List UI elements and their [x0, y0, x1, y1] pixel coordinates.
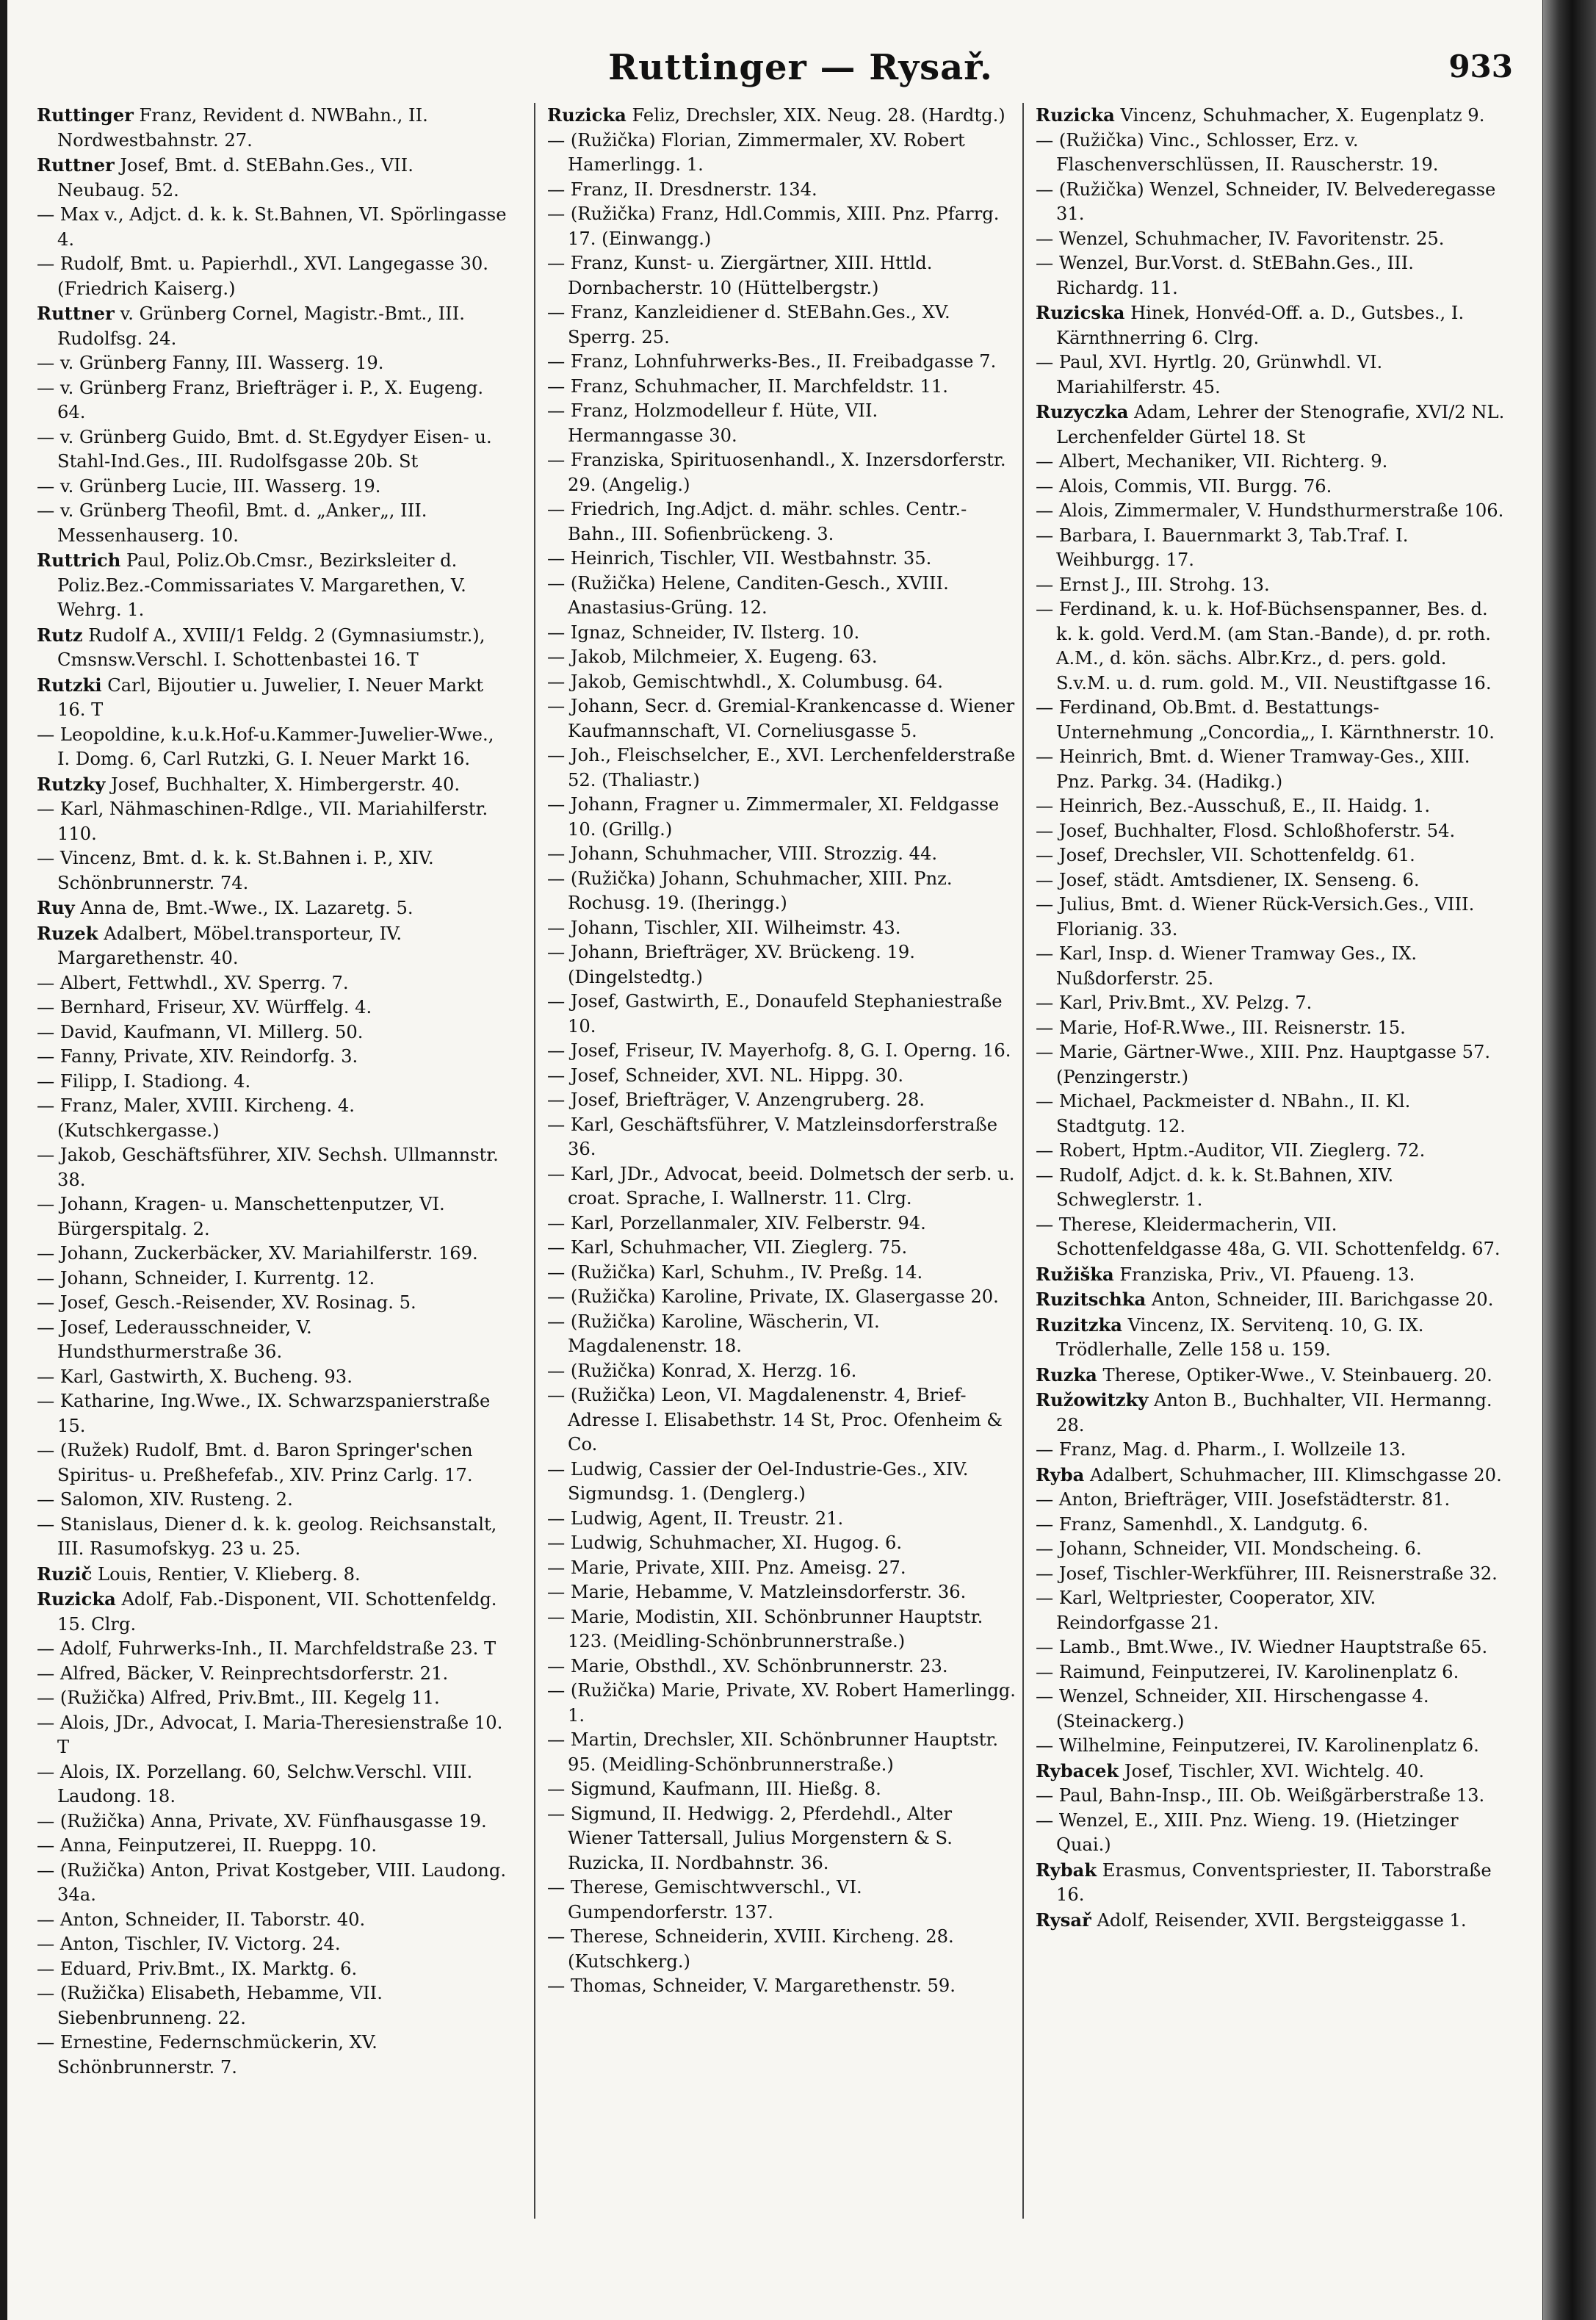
directory-entry: — Alois, JDr., Advocat, I. Maria-Theresienstraße 10. T: [37, 1712, 503, 1757]
directory-entry: — Marie, Hebamme, V. Matzleinsdorferstr. 36.: [547, 1582, 967, 1602]
directory-entry: — Bernhard, Friseur, XV. Würffelg. 4.: [37, 997, 372, 1017]
directory-entry: — (Ružička) Vinc., Schlosser, Erz. v. Flaschenverschlüssen, II. Rauscherstr. 19.: [1036, 129, 1439, 175]
directory-entry: — Wenzel, Schuhmacher, IV. Favoritenstr. 25.: [1036, 228, 1445, 249]
directory-entry: — Franz, Maler, XVIII. Kircheng. 4. (Kutschkergasse.): [37, 1095, 355, 1141]
directory-entry: — Franz, Kunst- u. Ziergärtner, XIII. Httld. Dornbacherstr. 10 (Hüttelbergstr.): [547, 253, 933, 298]
directory-entry: — v. Grünberg Guido, Bmt. d. St.Egydyer Eisen- u. Stahl-Ind.Ges., III. Rudolfsgasse 20b. St: [37, 426, 492, 472]
directory-entry: — Karl, JDr., Advocat, beeid. Dolmetsch der serb. u. croat. Sprache, I. Wallnerstr. 11. Clrg.: [547, 1163, 1015, 1208]
directory-entry: — (Ružička) Anna, Private, XV. Fünfhausgasse 19.: [37, 1810, 487, 1831]
directory-entry: — v. Grünberg Franz, Briefträger i. P., X. Eugeng. 64.: [37, 377, 484, 422]
directory-entry: Ruzka Therese, Optiker-Wwe., V. Steinbauerg. 20.: [1036, 1363, 1492, 1386]
directory-entry: — Franz, II. Dresdnerstr. 134.: [547, 179, 817, 200]
directory-entry: — Paul, XVI. Hyrtlg. 20, Grünwhdl. VI. Mariahilferstr. 45.: [1036, 352, 1383, 397]
directory-entry: — Marie, Gärtner-Wwe., XIII. Pnz. Hauptgasse 57. (Penzingerstr.): [1036, 1042, 1491, 1087]
directory-entry: — Albert, Fettwhdl., XV. Sperrg. 7.: [37, 972, 349, 993]
directory-entry: — Josef, Drechsler, VII. Schottenfeldg. 61.: [1036, 845, 1415, 865]
directory-entry: — Johann, Schuhmacher, VIII. Strozzig. 44.: [547, 843, 938, 864]
column-3: [1036, 103, 1506, 2292]
directory-entry: — Julius, Bmt. d. Wiener Rück-Versich.Ges., VIII. Florianig. 33.: [1036, 894, 1475, 940]
directory-entry: — Johann, Fragner u. Zimmermaler, XI. Feldgasse 10. (Grillg.): [547, 794, 1000, 840]
directory-entry: — Alois, IX. Porzellang. 60, Selchw.Verschl. VIII. Laudong. 18.: [37, 1761, 473, 1806]
directory-entry: Ružiška Franziska, Priv., VI. Pfaueng. 13.: [1036, 1263, 1415, 1285]
running-title: Ruttinger — Rysař.: [608, 47, 993, 88]
directory-entry: — Anton, Tischler, IV. Victorg. 24.: [37, 1934, 341, 1954]
directory-entry: — (Ružička) Karoline, Wäscherin, VI. Magdalenenstr. 18.: [547, 1311, 880, 1356]
directory-entry: — Wenzel, E., XIII. Pnz. Wieng. 19. (Hietzinger Quai.): [1036, 1809, 1459, 1855]
directory-entry: — Ferdinand, k. u. k. Hof-Büchsenspanner, Bes. d. k. k. gold. Verd.M. (am Stan.-Bande), d. pr. roth. A.M., d. kön. sächs. Albr.Krz., d. pers. gold. S.v.M. u. d. rum. gold. M., VII. Neustiftgasse 16.: [1036, 599, 1492, 694]
directory-entry: — Josef, Schneider, XVI. NL. Hippg. 30.: [547, 1064, 904, 1086]
directory-entry: — (Ružička) Leon, VI. Magdalenenstr. 4, Brief-Adresse I. Elisabethstr. 14 St, Proc. Ofenheim & Co.: [547, 1385, 1003, 1455]
directory-entry: — Johann, Tischler, XII. Wilheimstr. 43.: [547, 917, 901, 938]
directory-entry: — Ludwig, Cassier der Oel-Industrie-Ges., XIV. Sigmundsg. 1. (Denglerg.): [547, 1458, 969, 1504]
directory-entry: — v. Grünberg Lucie, III. Wasserg. 19.: [37, 475, 381, 497]
directory-entry: — Franz, Lohnfuhrwerks-Bes., II. Freibadgasse 7.: [547, 351, 997, 372]
directory-entry: — Salomon, XIV. Rusteng. 2.: [37, 1489, 293, 1510]
directory-entry: Rutzky Josef, Buchhalter, X. Himbergerstr. 40.: [37, 773, 461, 795]
directory-entry: — Martin, Drechsler, XII. Schönbrunner Hauptstr. 95. (Meidling-Schönbrunnerstraße.): [547, 1729, 999, 1775]
directory-entry: — Ernst J., III. Strohg. 13.: [1036, 574, 1270, 595]
directory-entry: — Josef, Gesch.-Reisender, XV. Rosinag. 5.: [37, 1292, 416, 1313]
directory-entry: — v. Grünberg Theofil, Bmt. d. „Anker„, III. Messenhauserg. 10.: [37, 500, 427, 546]
directory-entry: — Rudolf, Bmt. u. Papierhdl., XVI. Langegasse 30. (Friedrich Kaiserg.): [37, 253, 488, 299]
directory-entry: Rysař Adolf, Reisender, XVII. Bergsteiggasse 1.: [1036, 1909, 1467, 1931]
directory-entry: — Karl, Weltpriester, Cooperator, XIV. Reindorfgasse 21.: [1036, 1588, 1376, 1633]
directory-entry: — Johann, Schneider, I. Kurrentg. 12.: [37, 1267, 375, 1289]
directory-entry: — Johann, Zuckerbäcker, XV. Mariahilferstr. 169.: [37, 1243, 478, 1264]
directory-entry: — Josef, Tischler-Werkführer, III. Reisnerstraße 32.: [1036, 1563, 1498, 1584]
directory-entry: — (Ružička) Florian, Zimmermaler, XV. Robert Hamerlingg. 1.: [547, 129, 965, 175]
directory-entry: Ruttrich Paul, Poliz.Ob.Cmsr., Bezirksleiter d. Poliz.Bez.-Commissariates V. Margarethen, V. Wehrg. 1.: [37, 550, 466, 620]
directory-entry: — (Ružička) Alfred, Priv.Bmt., III. Kegelg 11.: [37, 1687, 440, 1708]
directory-entry: — Franz, Kanzleidiener d. StEBahn.Ges., XV. Sperrg. 25.: [547, 302, 950, 347]
directory-columns: [37, 103, 1528, 2292]
directory-entry: — Franziska, Spirituosenhandl., X. Inzersdorferstr. 29. (Angelig.): [547, 450, 1006, 495]
directory-entry: — Josef, städt. Amtsdiener, IX. Senseng. 6.: [1036, 869, 1420, 890]
directory-entry: Rybacek Josef, Tischler, XVI. Wichtelg. 40.: [1036, 1759, 1425, 1782]
directory-entry: — Karl, Priv.Bmt., XV. Pelzg. 7.: [1036, 993, 1312, 1013]
directory-entry: — Leopoldine, k.u.k.Hof-u.Kammer-Juwelier-Wwe., I. Domg. 6, Carl Rutzki, G. I. Neuer Markt 16.: [37, 724, 494, 769]
directory-entry: — Sigmund, II. Hedwigg. 2, Pferdehdl., Alter Wiener Tattersall, Julius Morgenstern & S. Ruzicka, II. Nordbahnstr. 36.: [547, 1803, 953, 1873]
directory-entry: — Jakob, Gemischtwhdl., X. Columbusg. 64.: [547, 671, 943, 692]
directory-entry: — Vincenz, Bmt. d. k. k. St.Bahnen i. P., XIV. Schönbrunnerstr. 74.: [37, 848, 434, 893]
directory-entry: — Jakob, Milchmeier, X. Eugeng. 63.: [547, 646, 878, 667]
directory-entry: — (Ružička) Karoline, Private, IX. Glasergasse 20.: [547, 1286, 999, 1307]
page-header: [7, 37, 1542, 103]
directory-entry: Ruzicka Vincenz, Schuhmacher, X. Eugenplatz 9.: [1036, 104, 1485, 126]
directory-entry: — Karl, Nähmaschinen-Rdlge., VII. Mariahilferstr. 110.: [37, 799, 488, 844]
directory-entry: — Franz, Schuhmacher, II. Marchfeldstr. 11.: [547, 375, 948, 397]
directory-entry: Ružowitzky Anton B., Buchhalter, VII. Hermanng. 28.: [1036, 1389, 1492, 1435]
directory-entry: — Robert, Hptm.-Auditor, VII. Zieglerg. 72.: [1036, 1140, 1426, 1161]
directory-entry: Rutzki Carl, Bijoutier u. Juwelier, I. Neuer Markt 16. T: [37, 674, 483, 720]
directory-entry: — Ferdinand, Ob.Bmt. d. Bestattungs-Unternehmung „Concordia„, I. Kärnthnerstr. 10.: [1036, 697, 1495, 743]
directory-entry: Ruy Anna de, Bmt.-Wwe., IX. Lazaretg. 5.: [37, 897, 414, 918]
directory-entry: — Karl, Geschäftsführer, V. Matzleinsdorferstraße 36.: [547, 1114, 998, 1159]
directory-entry: — Josef, Briefträger, V. Anzengruberg. 28.: [547, 1089, 925, 1110]
directory-entry: — (Ružička) Karl, Schuhm., IV. Preßg. 14.: [547, 1261, 923, 1283]
directory-entry: — (Ružička) Wenzel, Schneider, IV. Belvederegasse 31.: [1036, 179, 1496, 224]
directory-entry: — Fanny, Private, XIV. Reindorfg. 3.: [37, 1046, 358, 1067]
directory-entry: Ruzyczka Adam, Lehrer der Stenografie, XVI/2 NL. Lerchenfelder Gürtel 18. St: [1036, 401, 1505, 447]
directory-entry: — Alois, Commis, VII. Burgg. 76.: [1036, 475, 1332, 497]
directory-entry: — Ludwig, Agent, II. Treustr. 21.: [547, 1507, 844, 1529]
directory-entry: — David, Kaufmann, VI. Millerg. 50.: [37, 1021, 364, 1042]
directory-entry: — Josef, Friseur, IV. Mayerhofg. 8, G. I. Operng. 16.: [547, 1040, 1011, 1061]
directory-entry: — Anna, Feinputzerei, II. Rueppg. 10.: [37, 1835, 378, 1856]
directory-entry: Ruttinger Franz, Revident d. NWBahn., II. Nordwestbahnstr. 27.: [37, 104, 428, 151]
page-number: 933: [1448, 48, 1513, 84]
directory-entry: — Marie, Hof-R.Wwe., III. Reisnerstr. 15.: [1036, 1017, 1406, 1038]
directory-entry: — Johann, Schneider, VII. Mondscheing. 6.: [1036, 1538, 1422, 1559]
directory-entry: — Anton, Briefträger, VIII. Josefstädterstr. 81.: [1036, 1489, 1451, 1510]
directory-entry: — Ignaz, Schneider, IV. Ilsterg. 10.: [547, 622, 860, 643]
directory-entry: Rutz Rudolf A., XVIII/1 Feldg. 2 (Gymnasiumstr.), Cmsnsw.Verschl. I. Schottenbastei 16. T: [37, 624, 485, 670]
directory-entry: — (Ružička) Marie, Private, XV. Robert Hamerlingg. 1.: [547, 1680, 1016, 1726]
directory-entry: — Johann, Secr. d. Gremial-Krankencasse d. Wiener Kaufmannschaft, VI. Corneliusgasse 5.: [547, 696, 1015, 741]
directory-entry: — Karl, Porzellanmaler, XIV. Felberstr. 94.: [547, 1212, 926, 1233]
book-spine-shadow: [1543, 0, 1596, 2320]
directory-entry: — Josef, Buchhalter, Flosd. Schloßhoferstr. 54.: [1036, 820, 1456, 841]
directory-entry: — Karl, Schuhmacher, VII. Zieglerg. 75.: [547, 1237, 908, 1258]
directory-entry: — Anton, Schneider, II. Taborstr. 40.: [37, 1909, 366, 1930]
directory-entry: Rybak Erasmus, Conventspriester, II. Taborstraße 16.: [1036, 1859, 1492, 1905]
directory-entry: — Katharine, Ing.Wwe., IX. Schwarzspanierstraße 15.: [37, 1391, 491, 1436]
directory-entry: — v. Grünberg Fanny, III. Wasserg. 19.: [37, 353, 384, 373]
column-2: [547, 103, 1017, 2292]
directory-entry: — Alois, Zimmermaler, V. Hundsthurmerstraße 106.: [1036, 500, 1504, 521]
directory-entry: Ruzicska Hinek, Honvéd-Off. a. D., Gutsbes., I. Kärnthnerring 6. Clrg.: [1036, 302, 1465, 348]
directory-entry: — (Ružička) Franz, Hdl.Commis, XIII. Pnz. Pfarrg. 17. (Einwangg.): [547, 203, 1000, 249]
directory-entry: — Raimund, Feinputzerei, IV. Karolinenplatz 6.: [1036, 1661, 1459, 1682]
directory-entry: — Heinrich, Tischler, VII. Westbahnstr. 35.: [547, 548, 932, 569]
directory-entry: — (Ružička) Elisabeth, Hebamme, VII. Siebenbrunneng. 22.: [37, 1983, 383, 2028]
directory-entry: — Alfred, Bäcker, V. Reinprechtsdorferstr. 21.: [37, 1662, 449, 1684]
directory-entry: — Stanislaus, Diener d. k. k. geolog. Reichsanstalt, III. Rasumofskyg. 23 u. 25.: [37, 1513, 497, 1559]
directory-entry: — Filipp, I. Stadiong. 4.: [37, 1070, 251, 1092]
directory-entry: — Michael, Packmeister d. NBahn., II. Kl. Stadtgutg. 12.: [1036, 1091, 1411, 1136]
directory-entry: Ruzicka Feliz, Drechsler, XIX. Neug. 28. (Hardtg.): [547, 104, 1005, 126]
directory-entry: — Eduard, Priv.Bmt., IX. Marktg. 6.: [37, 1958, 358, 1979]
directory-entry: — Lamb., Bmt.Wwe., IV. Wiedner Hauptstraße 65.: [1036, 1637, 1488, 1657]
directory-entry: — Karl, Gastwirth, X. Bucheng. 93.: [37, 1366, 353, 1387]
directory-entry: — Karl, Insp. d. Wiener Tramway Ges., IX. Nußdorferstr. 25.: [1036, 943, 1418, 989]
directory-entry: Ruzek Adalbert, Möbel.transporteur, IV. Margarethenstr. 40.: [37, 922, 402, 968]
directory-entry: Ruzitschka Anton, Schneider, III. Barichgasse 20.: [1036, 1289, 1494, 1310]
directory-entry: — Albert, Mechaniker, VII. Richterg. 9.: [1036, 451, 1388, 472]
directory-entry: — Paul, Bahn-Insp., III. Ob. Weißgärberstraße 13.: [1036, 1785, 1485, 1806]
directory-entry: — Wenzel, Schneider, XII. Hirschengasse 4. (Steinackerg.): [1036, 1686, 1429, 1732]
directory-entry: — Josef, Gastwirth, E., Donaufeld Stephaniestraße 10.: [547, 991, 1003, 1037]
directory-entry: — Friedrich, Ing.Adjct. d. mähr. schles. Centr.-Bahn., III. Sofienbrückeng. 3.: [547, 499, 967, 544]
directory-entry: — Rudolf, Adjct. d. k. k. St.Bahnen, XIV. Schweglerstr. 1.: [1036, 1164, 1394, 1210]
directory-entry: — Max v., Adjct. d. k. k. St.Bahnen, VI. Spörlingasse 4.: [37, 204, 507, 250]
directory-entry: — (Ružek) Rudolf, Bmt. d. Baron Springer'schen Spiritus- u. Preßhefefab., XIV. Prinz Carlg. 17.: [37, 1440, 473, 1485]
directory-entry: — Wenzel, Bur.Vorst. d. StEBahn.Ges., III. Richardg. 11.: [1036, 253, 1414, 298]
column-1: [37, 103, 507, 2292]
directory-entry: — (Ružička) Helene, Canditen-Gesch., XVIII. Anastasius-Grüng. 12.: [547, 572, 949, 618]
directory-entry: — Jakob, Geschäftsführer, XIV. Sechsh. Ullmannstr. 38.: [37, 1145, 499, 1190]
directory-entry: — (Ružička) Anton, Privat Kostgeber, VIII. Laudong. 34a.: [37, 1859, 507, 1905]
directory-entry: — Franz, Mag. d. Pharm., I. Wollzeile 13.: [1036, 1439, 1407, 1460]
directory-entry: — Sigmund, Kaufmann, III. Hießg. 8.: [547, 1779, 881, 1799]
directory-entry: Ryba Adalbert, Schuhmacher, III. Klimschgasse 20.: [1036, 1463, 1502, 1485]
directory-entry: — Joh., Fleischselcher, E., XVI. Lerchenfelderstraße 52. (Thaliastr.): [547, 745, 1016, 790]
directory-entry: — Thomas, Schneider, V. Margarethenstr. 59.: [547, 1975, 956, 1996]
directory-entry: Ruttner v. Grünberg Cornel, Magistr.-Bmt., III. Rudolfsg. 24.: [37, 303, 465, 349]
directory-entry: — Josef, Lederausschneider, V. Hundsthurmerstraße 36.: [37, 1316, 312, 1362]
directory-entry: — Marie, Private, XIII. Pnz. Ameisg. 27.: [547, 1557, 906, 1578]
directory-entry: — Adolf, Fuhrwerks-Inh., II. Marchfeldstraße 23. T: [37, 1638, 497, 1659]
directory-entry: — Franz, Samenhdl., X. Landgutg. 6.: [1036, 1513, 1368, 1535]
directory-entry: Ruttner Josef, Bmt. d. StEBahn.Ges., VII. Neubaug. 52.: [37, 154, 414, 201]
directory-entry: — Ludwig, Schuhmacher, XI. Hugog. 6.: [547, 1532, 903, 1553]
directory-entry: Ruzič Louis, Rentier, V. Klieberg. 8.: [37, 1563, 361, 1585]
directory-sheet: [7, 0, 1542, 2320]
directory-entry: — Johann, Kragen- u. Manschettenputzer, VI. Bürgerspitalg. 2.: [37, 1194, 445, 1239]
directory-entry: — (Ružička) Johann, Schuhmacher, XIII. Pnz. Rochusg. 19. (Iheringg.): [547, 868, 953, 913]
directory-entry: — Therese, Gemischtwverschl., VI. Gumpendorferstr. 137.: [547, 1877, 862, 1923]
directory-entry: — Wilhelmine, Feinputzerei, IV. Karolinenplatz 6.: [1036, 1735, 1479, 1756]
directory-entry: — Therese, Kleidermacherin, VII. Schottenfeldgasse 48a, G. VII. Schottenfeldg. 67.: [1036, 1214, 1501, 1259]
directory-entry: — Heinrich, Bez.-Ausschuß, E., II. Haidg. 1.: [1036, 796, 1431, 816]
directory-entry: Ruzitzka Vincenz, IX. Servitenq. 10, G. IX. Trödlerhalle, Zelle 158 u. 159.: [1036, 1314, 1424, 1360]
directory-entry: — Franz, Holzmodelleur f. Hüte, VII. Hermanngasse 30.: [547, 400, 878, 446]
directory-entry: — Johann, Briefträger, XV. Brückeng. 19. (Dingelstedtg.): [547, 942, 915, 987]
directory-entry: — Marie, Modistin, XII. Schönbrunner Hauptstr. 123. (Meidling-Schönbrunnerstraße.): [547, 1606, 983, 1651]
directory-entry: — (Ružička) Konrad, X. Herzg. 16.: [547, 1360, 857, 1381]
directory-entry: — Therese, Schneiderin, XVIII. Kircheng. 28. (Kutschkerg.): [547, 1926, 954, 1972]
directory-entry: — Ernestine, Federnschmückerin, XV. Schönbrunnerstr. 7.: [37, 2032, 378, 2078]
directory-entry: — Marie, Obsthdl., XV. Schönbrunnerstr. 23.: [547, 1655, 948, 1676]
directory-entry: Ruzicka Adolf, Fab.-Disponent, VII. Schottenfeldg. 15. Clrg.: [37, 1588, 497, 1635]
directory-entry: — Barbara, I. Bauernmarkt 3, Tab.Traf. I. Weihburgg. 17.: [1036, 525, 1409, 570]
directory-entry: — Heinrich, Bmt. d. Wiener Tramway-Ges., XIII. Pnz. Parkg. 34. (Hadikg.): [1036, 746, 1470, 792]
